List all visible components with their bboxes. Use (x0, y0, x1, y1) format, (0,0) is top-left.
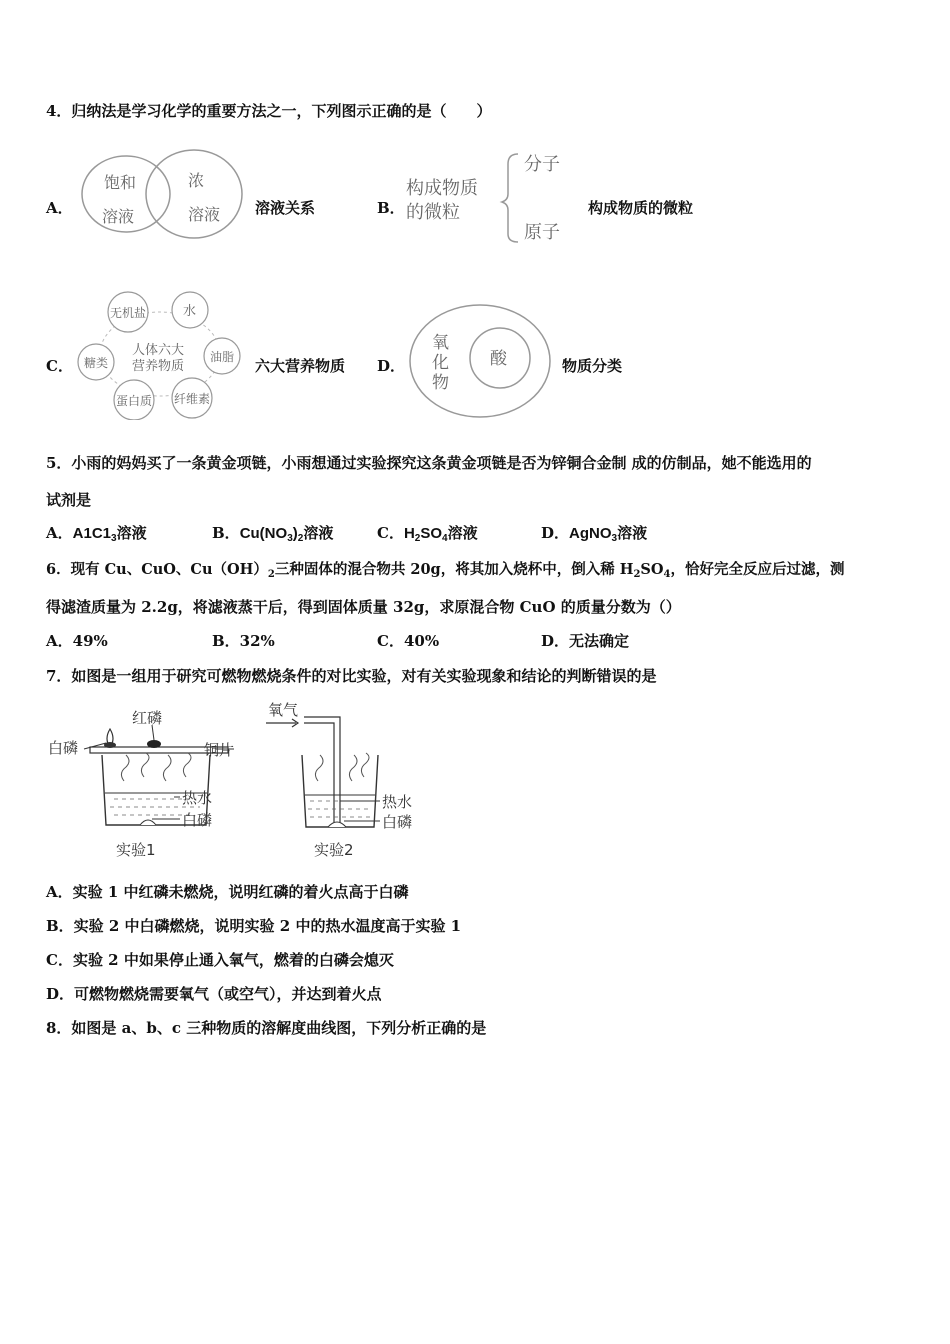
q5-option-d-tail: 溶液 (617, 524, 648, 542)
q4-option-c-caption: 六大营养物质 (255, 357, 346, 375)
nutrient-label-8: 纤维素 (174, 392, 211, 406)
q6-stem-sub3: 4 (663, 569, 671, 580)
brace-label-3: 分子 (524, 154, 560, 175)
q5-option-b-letter: B． (212, 524, 240, 542)
q5-option-a (46, 523, 147, 549)
exp2-white-phosphorus-label: 白磷 (382, 813, 413, 831)
q8-stem: 8．如图是 a、b、c 三种物质的溶解度曲线图，下列分析正确的是 (46, 1019, 487, 1037)
q5-option-b-paren: ) (292, 525, 298, 542)
venn-label-4: 溶液 (188, 205, 221, 224)
q5-option-c-tail: 溶液 (447, 524, 478, 542)
venn-label-1: 饱和 (104, 173, 137, 192)
q5-option-c-sub: 2 (414, 533, 421, 544)
q5-option-c-formula: H (403, 525, 415, 542)
exp1-white-phosphorus-top-label: 白磷 (48, 739, 79, 757)
q5-stem-line2: 试剂是 (46, 491, 92, 509)
q5-option-b-formula: Cu(NO (239, 525, 288, 542)
q5-stem-line1: 5．小雨的妈妈买了一条黄金项链，小雨想通过实验探究这条黄金项链是否为锌铜合金制 成的仿制品，她不能选用的 (46, 454, 812, 472)
exp2-hot-water-label: 热水 (382, 793, 413, 811)
q4-option-b-caption: 构成物质的微粒 (588, 199, 694, 217)
nutrient-label-2: 水 (183, 304, 197, 319)
q7-option-a: A．实验 1 中红磷未燃烧，说明红磷的着火点高于白磷 (46, 883, 409, 901)
q5-option-a-tail: 溶液 (116, 524, 147, 542)
q7-option-b: B．实验 2 中白磷燃烧，说明实验 2 中的热水温度高于实验 1 (46, 917, 462, 935)
q4-option-d-letter: D． (377, 357, 406, 375)
brace-label-2: 的微粒 (406, 202, 460, 223)
q4-option-d-caption: 物质分类 (562, 357, 623, 375)
q6-option-c: C．40% (377, 632, 440, 650)
q5-option-a-formula: A1C1 (72, 525, 111, 542)
q4-option-a-caption: 溶液关系 (255, 199, 316, 217)
q6-option-a: A．49% (46, 632, 108, 650)
exp1-red-phosphorus-label: 红磷 (132, 709, 163, 727)
q6-stem-part-d: ，恰好完全反应后过滤，测 (670, 561, 845, 578)
q4-option-b-letter: B． (377, 199, 405, 217)
nutrient-label-3: 人体六大 (132, 343, 185, 358)
q4-stem: 4．归纳法是学习化学的重要方法之一，下列图示正确的是（ ） (46, 102, 492, 120)
q4-classification-diagram (408, 302, 556, 420)
nutrient-label-4: 营养物质 (132, 359, 185, 374)
q6-stem-part-b: 三种固体的混合物共 20g，将其加入烧杯中，倒入稀 H (274, 561, 634, 578)
q7-experiment-1-figure (44, 697, 244, 863)
exp2-oxygen-label: 氧气 (268, 701, 299, 719)
class-label-3: 物 (432, 373, 449, 393)
class-label-4: 酸 (490, 349, 507, 369)
exp2-caption: 实验2 (314, 841, 354, 859)
q5-option-c-sub2: 4 (442, 533, 448, 544)
q5-option-c (377, 523, 478, 549)
nutrient-label-7: 蛋白质 (116, 394, 153, 408)
class-label-2: 化 (432, 353, 449, 373)
q6-stem-line2: 得滤渣质量为 2.2g，将滤液蒸干后，得到固体质量 32g，求原混合物 CuO 的质量分数为（） (46, 598, 681, 616)
q5-option-b-sub: 3 (287, 533, 293, 544)
q5-option-c-letter: C． (377, 524, 404, 542)
nutrient-label-6: 油脂 (210, 350, 235, 364)
q5-option-d (541, 523, 647, 549)
q7-stem: 7．如图是一组用于研究可燃物燃烧条件的对比实验，对有关实验现象和结论的判断错误的是 (46, 667, 657, 685)
exp1-copper-label: 铜片 (204, 741, 235, 759)
q6-stem-part-c: SO (640, 561, 664, 578)
q5-option-b-sub2: 2 (297, 533, 304, 544)
q5-option-d-formula: AgNO (569, 525, 612, 542)
q6-stem-part-a: 6．现有 Cu、CuO、Cu（OH） (46, 561, 268, 578)
q7-option-c: C．实验 2 中如果停止通入氧气，燃着的白磷会熄灭 (46, 951, 394, 969)
brace-label-4: 原子 (524, 222, 560, 243)
venn-label-2: 溶液 (102, 207, 135, 226)
q6-option-d: D．无法确定 (541, 632, 630, 650)
q4-venn-diagram (76, 148, 246, 248)
q4-option-c-letter: C． (46, 357, 73, 375)
q5-option-d-letter: D． (541, 524, 570, 542)
q4-brace-diagram (400, 148, 585, 248)
class-label-1: 氧 (432, 333, 449, 353)
brace-label-1: 构成物质 (406, 178, 478, 199)
q5-option-c-so: SO (420, 525, 443, 542)
q4-option-a-letter: A． (46, 199, 73, 217)
exp1-caption: 实验1 (116, 841, 156, 859)
q7-option-d: D．可燃物燃烧需要氧气（或空气），并达到着火点 (46, 985, 382, 1003)
q4-nutrient-diagram (72, 288, 250, 420)
nutrient-label-5: 糖类 (84, 356, 109, 370)
q5-option-d-sub: 3 (611, 533, 618, 544)
q6-stem-sub: 2 (267, 569, 275, 580)
q6-stem-line1 (46, 560, 845, 585)
venn-label-3: 浓 (188, 171, 205, 190)
exp1-white-phosphorus-bottom-label: 白磷 (182, 811, 213, 829)
q6-stem-sub2: 2 (633, 569, 641, 580)
q7-experiment-2-figure (264, 697, 434, 863)
nutrient-label-1: 无机盐 (110, 306, 147, 320)
q5-option-a-letter: A． (46, 524, 73, 542)
q6-option-b: B．32% (212, 632, 275, 650)
q5-option-b (212, 523, 333, 549)
q5-option-b-tail: 溶液 (303, 524, 334, 542)
q5-option-a-sub: 3 (111, 533, 117, 544)
exp1-hot-water-label: 热水 (182, 789, 213, 807)
